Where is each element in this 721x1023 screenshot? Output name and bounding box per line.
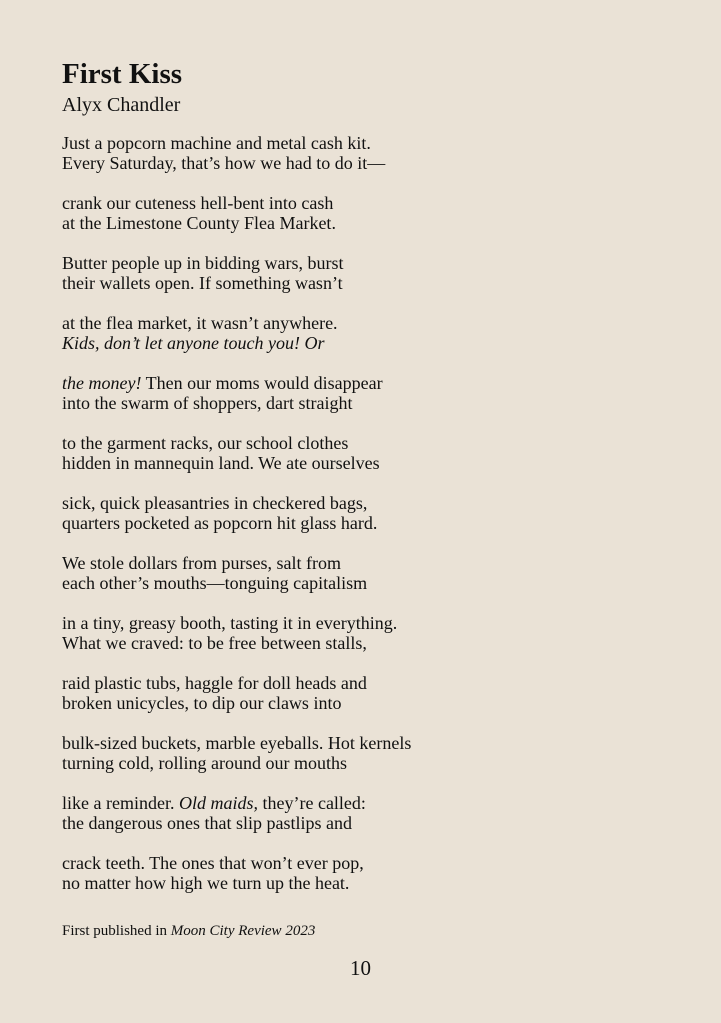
poem-line xyxy=(62,513,682,533)
line-text: Every Saturday, that’s how we had to do it— xyxy=(62,153,386,173)
line-text: raid plastic tubs, haggle for doll heads and xyxy=(62,673,367,693)
poem-title: First Kiss xyxy=(62,58,183,90)
poem-stanza xyxy=(62,553,682,593)
poem-line xyxy=(62,613,682,633)
line-text: no matter how high we turn up the heat. xyxy=(62,873,350,893)
publication-note xyxy=(62,921,315,941)
poem-line xyxy=(62,793,682,813)
poem-line xyxy=(62,733,682,753)
line-text: they’re called: xyxy=(257,793,366,813)
line-text: the dangerous ones that slip pastlips and xyxy=(62,813,352,833)
line-text: at the flea market, it wasn’t anywhere. xyxy=(62,313,338,333)
line-text: Then our moms would disappear xyxy=(141,373,383,393)
poem-author: Alyx Chandler xyxy=(62,94,181,116)
poem-line xyxy=(62,493,682,513)
poem-line xyxy=(62,873,682,893)
poem-line xyxy=(62,193,682,213)
poem-stanza xyxy=(62,253,682,293)
poem-line xyxy=(62,333,682,353)
publication-title: Moon City Review 2023 xyxy=(170,923,316,939)
poem-line xyxy=(62,393,682,413)
poem-line xyxy=(62,453,682,473)
publication-note-prefix: First published in xyxy=(62,923,168,939)
poem-stanza xyxy=(62,493,682,533)
poem-line xyxy=(62,213,682,233)
page-number: 10 xyxy=(350,956,371,980)
poem-line xyxy=(62,853,682,873)
poem-line xyxy=(62,433,682,453)
poem-line xyxy=(62,313,682,333)
poem-line xyxy=(62,753,682,773)
poem-body xyxy=(62,133,682,913)
line-text: broken unicycles, to dip our claws into xyxy=(62,693,342,713)
poem-line xyxy=(62,673,682,693)
poem-line xyxy=(62,813,682,833)
poem-line xyxy=(62,693,682,713)
poem-stanza xyxy=(62,853,682,893)
line-text: crank our cuteness hell-bent into cash xyxy=(62,193,334,213)
line-text: Just a popcorn machine and metal cash kit. xyxy=(62,133,371,153)
line-text: What we craved: to be free between stalls, xyxy=(62,633,367,653)
poem-line xyxy=(62,253,682,273)
poem-line xyxy=(62,373,682,393)
line-text: each other’s mouths—tonguing capitalism xyxy=(62,573,368,593)
line-text: turning cold, rolling around our mouths xyxy=(62,753,347,773)
poem-line xyxy=(62,633,682,653)
line-text: at the Limestone County Flea Market. xyxy=(62,213,336,233)
line-text: bulk-sized buckets, marble eyeballs. Hot kernels xyxy=(62,733,412,753)
line-text: Butter people up in bidding wars, burst xyxy=(62,253,344,273)
line-text: to the garment racks, our school clothes xyxy=(62,433,349,453)
italic-text: Old maids, xyxy=(178,793,258,813)
line-text: crack teeth. The ones that won’t ever pop, xyxy=(62,853,364,873)
poem-stanza xyxy=(62,433,682,473)
poem-stanza xyxy=(62,373,682,413)
line-text: like a reminder. xyxy=(62,793,179,813)
poem-stanza xyxy=(62,193,682,233)
poem-stanza xyxy=(62,613,682,653)
line-text: in a tiny, greasy booth, tasting it in everything. xyxy=(62,613,398,633)
italic-text: Kids, don’t let anyone touch you! Or xyxy=(62,333,325,353)
poem-line xyxy=(62,133,682,153)
line-text: sick, quick pleasantries in checkered bags, xyxy=(62,493,368,513)
poem-line xyxy=(62,273,682,293)
poem-stanza xyxy=(62,733,682,773)
line-text: quarters pocketed as popcorn hit glass hard. xyxy=(62,513,378,533)
poem-stanza xyxy=(62,133,682,173)
poem-line xyxy=(62,553,682,573)
poem-stanza xyxy=(62,313,682,353)
line-text: We stole dollars from purses, salt from xyxy=(62,553,341,573)
italic-text: the money! xyxy=(62,373,142,393)
line-text: their wallets open. If something wasn’t xyxy=(62,273,343,293)
poem-line xyxy=(62,153,682,173)
line-text: hidden in mannequin land. We ate ourselves xyxy=(62,453,380,473)
poem-stanza xyxy=(62,793,682,833)
poem-line xyxy=(62,573,682,593)
line-text: into the swarm of shoppers, dart straight xyxy=(62,393,353,413)
poem-stanza xyxy=(62,673,682,713)
